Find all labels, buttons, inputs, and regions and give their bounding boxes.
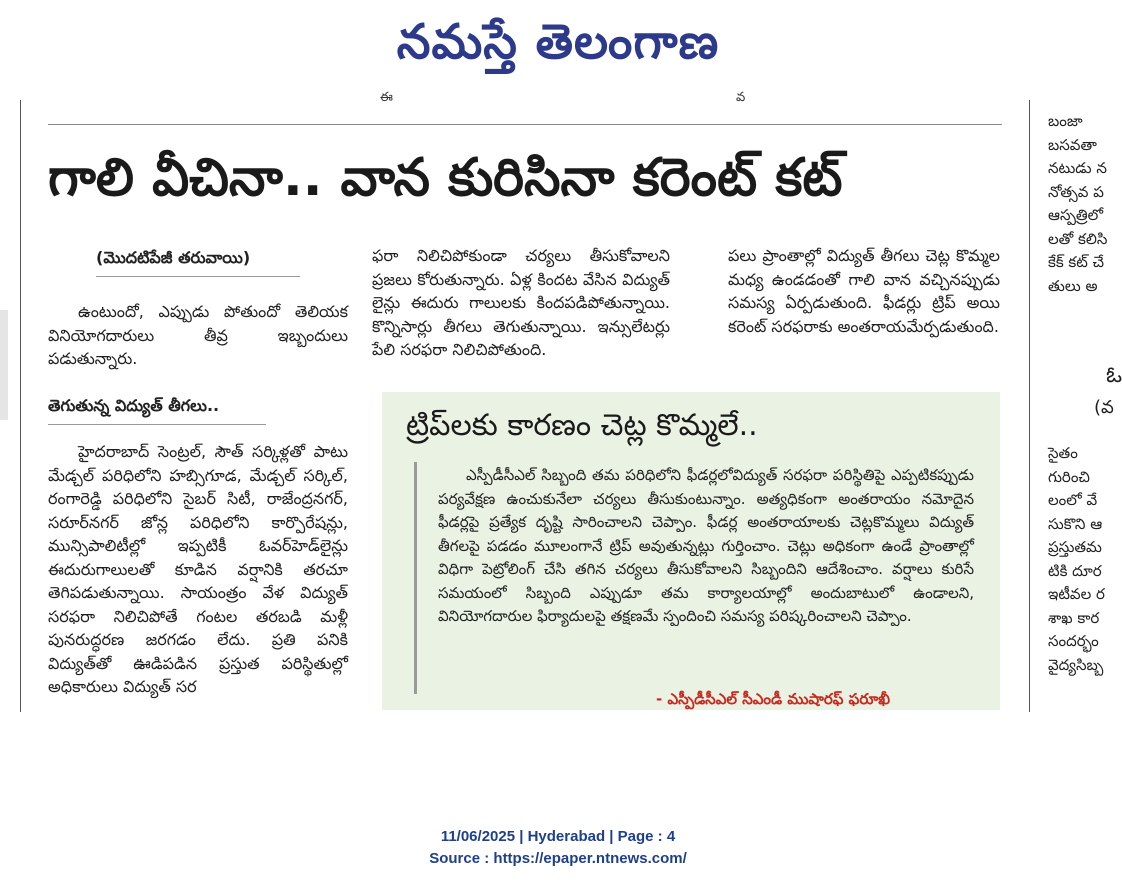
edge-line: నోత్సవ ప — [1048, 182, 1104, 201]
edge-line: ఆస్పత్రిలో — [1048, 206, 1104, 224]
article-column-1 — [48, 300, 348, 371]
adjacent-page-sliver — [0, 310, 8, 420]
article-column-2 — [372, 244, 670, 362]
quote-box-title: ట్రిప్‌లకు కారణం చెట్ల కొమ్మలే.. — [406, 408, 758, 443]
adjacent-article-top — [1048, 110, 1116, 298]
edge-line: లంలో వే — [1048, 491, 1098, 509]
top-divider — [48, 124, 1002, 125]
column-3-paragraph: పలు ప్రాంతాల్లో విద్యుత్ తీగలు చెట్ల కొమ్మల మధ్య ఉండడంతో గాలి వాన వచ్చినప్పుడు సమస్య ఏర్పడుతుంది. ఫీడర్లు ట్రిప్ అయి కరెంట్ సరఫరాకు అంతరాయమేర్పడుతుంది. — [728, 246, 1000, 336]
edge-line: సైతం — [1048, 444, 1078, 462]
column-1-paragraph-2: హైదరాబాద్ సెంట్రల్, సౌత్ సర్కిళ్లతో పాటు మేడ్చల్ పరిధిలోని హబ్సిగూడ, మేడ్చల్ సర్కిల్, రంగారెడ్డి పరిధిలోని సైబర్ సిటీ, రాజేంద్రనగర్, సరూర్‌నగర్ జోన్ల పరిధిలోని కార్పొరేషన్లు, మున్సిపాలిటీల్లో ఇప్పటికీ ఓవర్‌హెడ్‌లైన్లు ఈదురుగాలులతో కూడిన వర్షానికి తరచూ తెగిపడుతున్నాయి. సాయంత్రం వేళ విద్యుత్ సరఫరా నిలిచిపోతే గంటల తరబడి మళ్లీ పునరుద్ధరణ జరగడం లేదు. ప్రతి పనికి విద్యుత్‌తో ఊడిపడిన ప్రస్తుత పరిస్థితుల్లో అధికారులు విద్యుత్ సర — [48, 442, 348, 696]
adjacent-article-bottom — [1048, 442, 1116, 677]
footer-source-link[interactable]: Source : https://epaper.ntnews.com/ — [429, 850, 687, 867]
edge-line: తులు అ — [1048, 276, 1098, 295]
edge-line: టికి దూర — [1048, 561, 1102, 580]
continued-label: (మొదటిపేజీ తరువాయి) — [96, 248, 251, 267]
edge-line: సందర్భం — [1048, 632, 1099, 650]
masthead-title: నమస్తే తెలంగాణ — [396, 14, 720, 70]
edge-line: గురించి — [1048, 467, 1090, 486]
edge-line: శాఖ కార — [1048, 608, 1100, 627]
edge-line: వైద్యసిబ్బ — [1048, 655, 1104, 674]
left-column-divider — [20, 100, 21, 712]
cropped-text-fragment: వ — [736, 90, 746, 105]
edge-line: నటుడు న — [1048, 159, 1107, 177]
quote-attribution: - ఎస్పీడీసీఎల్ సీఎండీ ముషారఫ్ ఫరూఖీ — [656, 690, 890, 708]
footer-date-edition: 11/06/2025 | Hyderabad | Page : 4 — [440, 828, 676, 845]
article-subheading: తెగుతున్న విద్యుత్ తీగలు.. — [48, 396, 220, 415]
right-column-divider — [1029, 100, 1030, 712]
edge-line: ఇటీవల ర — [1048, 585, 1105, 603]
edge-heading-line: (వ — [1094, 397, 1114, 418]
column-2-paragraph: ఫరా నిలిచిపోకుండా చర్యలు తీసుకోవాలని ప్రజలు కోరుతున్నారు. ఏళ్ల కిందట వేసిన విద్యుత్ లైన్లు ఈదురు గాలులకు కిందపడిపోతున్నాయి. కొన్నిసార్లు తీగలు తెగుతున్నాయి. ఇన్సులేటర్లు పేలి సరఫరా నిలిచిపోతుంది. — [372, 246, 670, 359]
subheading-underline — [48, 424, 266, 425]
edge-line: బసవతా — [1048, 135, 1097, 154]
continued-label-underline — [96, 276, 300, 277]
edge-line: కేక్ కట్ చే — [1048, 253, 1105, 271]
quote-paragraph: ఎస్పీడీసీఎల్ సిబ్బంది తమ పరిధిలోని ఫీడర్లలోవిద్యుత్ సరఫరా పరిస్థితిపై ఎప్పటికప్పుడు పర్యవేక్షణ ఉంచుకునేలా చర్యలు తీసుకుంటున్నాం. అత్యధికంగా అంతరాయం నమోదైన ఫీడర్లపై ప్రత్యేక దృష్టి సారించాలని చెప్పాం. ఫీడర్ల అంతరాయాలకు చెట్లకొమ్మలు విద్యుత్ తీగలపై పడడం మూలంగానే ట్రిప్ అవుతున్నట్లు గుర్తించాం. చెట్లు అధికంగా ఉండే ప్రాంతాల్లో విధిగా పెట్రోలింగ్ చేసి తగిన చర్యలు తీసుకోవాలని సిబ్బందిని ఆదేశించాం. వర్షాలు కురిసే సమయంలో సిబ్బంది ఎప్పుడూ తమ కార్యాలయాల్లో అందుబాటులో ఉండాలని, వినియోగదారుల ఫిర్యాదులపై తక్షణమే స్పందించి సమస్య పరిష్కరించాలని చెప్పాం. — [438, 466, 974, 625]
cropped-text-fragment: ఈ — [380, 90, 393, 105]
quote-box-bar — [414, 462, 417, 694]
adjacent-article-heading — [1048, 360, 1122, 424]
edge-line: సుకొని ఆ — [1048, 514, 1103, 533]
edge-line: లతో కలిసి — [1048, 229, 1108, 248]
edge-heading-line: ఓ — [1106, 363, 1122, 388]
edge-line: బంజా — [1048, 112, 1083, 130]
edge-line: ప్రస్తుతమ — [1048, 538, 1102, 556]
article-headline: గాలి వీచినా.. వాన కురిసినా కరెంట్ కట్ — [48, 148, 843, 208]
article-column-1-continued — [48, 440, 348, 699]
article-column-3 — [728, 244, 1000, 338]
quote-box-text — [438, 464, 974, 629]
column-1-paragraph-1: ఉంటుందో, ఎప్పుడు పోతుందో తెలియక వినియోగదారులు తీవ్ర ఇబ్బందులు పడుతున్నారు. — [48, 302, 348, 368]
